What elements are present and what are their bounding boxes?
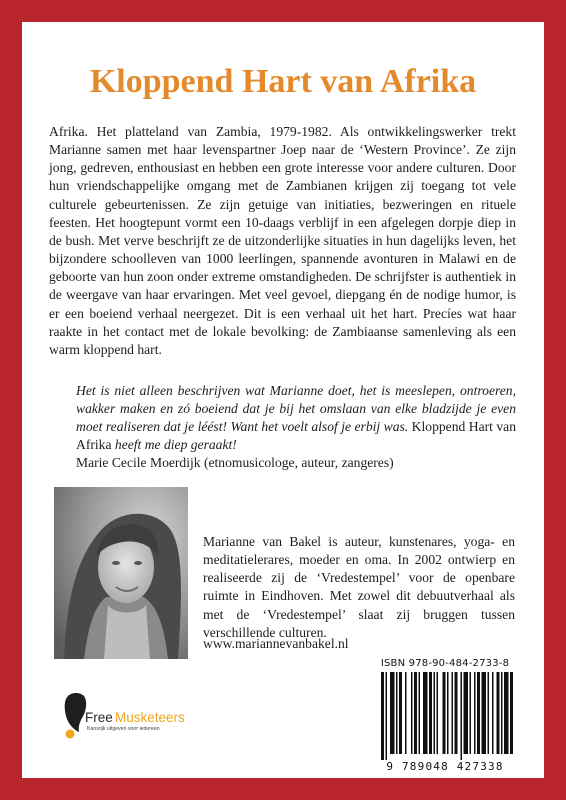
barcode-bar: [501, 672, 503, 754]
barcode-bar: [434, 672, 436, 754]
barcode-bar: [497, 672, 500, 754]
barcode-bar: [488, 672, 490, 754]
barcode-bar: [443, 672, 446, 754]
publisher-name-musketeers: Musketeers: [115, 710, 185, 725]
barcode-bar: [492, 672, 494, 754]
barcode-bar: [423, 672, 428, 754]
blurb-text: Afrika. Het platteland van Zambia, 1979-1982. Als ontwikkelingswerker trekt Marianne samen met haar levenspartner Joep naar de ‘Western Province’. Ze zijn jong, gedreven, enthousiast en hebben een grote interesse voor andere culturen. Door hun vriendschappelijke omgang met de Zambianen krijgen zij toegang tot vele culturele gebeurtenissen. Ze zijn getuige van initiaties, bezweringen en rituele feesten. Het hoogtepunt vormt een 10-daags verblijf in een afgelegen dorpje diep in de bush. Met verve beschrijft ze de uitzonderlijke situaties in hun dagelijks leven, het bijzondere schoolleven van 1000 leerlingen, spannende avonturen in Malawi en de geboorte van hun zoon onder extreme omstandigheden. De schrijfster is authentiek in de weergave van haar ervaringen. Met veel gevoel, diepgang én de nodige humor, is er een boeiend verhaal neergezet. Dit is een verhaal uit het hart. Precíes wat haar raakte in het contact met de lokale bevolking: de Zambiaanse samenleving als een warm kloppend hart.: [49, 124, 516, 357]
barcode-bar: [461, 672, 463, 760]
barcode-bar: [396, 672, 398, 754]
barcode-bar: [381, 672, 384, 760]
barcode-bar: [474, 672, 476, 754]
back-cover-page: [22, 22, 544, 778]
review-quote: [76, 382, 516, 455]
publisher-tagline: Kansrijk uitgeven voor iedereen: [87, 726, 160, 732]
barcode-bar: [437, 672, 439, 754]
barcode-bar: [482, 672, 487, 754]
barcode-bar: [504, 672, 509, 754]
barcode-digits: 9 789048 427338: [386, 760, 504, 773]
publisher-name-free: Free: [85, 710, 113, 725]
isbn-label: ISBN 978-90-484-2733-8: [380, 658, 510, 669]
barcode-bar: [405, 672, 407, 754]
barcode-bar: [429, 672, 432, 754]
barcode-bar: [411, 672, 413, 754]
barcode-bar: [510, 672, 513, 754]
author-website-link[interactable]: www.mariannevanbakel.nl: [203, 636, 349, 651]
barcode-bar: [447, 672, 449, 754]
barcode-icon: [371, 672, 519, 760]
author-photo: [54, 487, 188, 659]
barcode-bar: [477, 672, 480, 754]
barcode-bar: [386, 672, 388, 760]
barcode-bar: [455, 672, 458, 754]
quote-title-ref: Kloppend Hart van Afrika: [76, 419, 516, 453]
book-title: Kloppend Hart van Afrika: [89, 63, 477, 100]
barcode-bar: [399, 672, 402, 754]
author-portrait-image: [54, 487, 188, 659]
barcode-bar: [464, 672, 469, 754]
quote-attribution: Marie Cecile Moerdijk (etnomusicologe, auteur, zangeres): [76, 455, 394, 470]
isbn-barcode-block: [369, 658, 521, 774]
barcode-bar: [470, 672, 472, 754]
barcode-bar: [452, 672, 454, 754]
publisher-logo: [60, 690, 240, 744]
author-bio: Marianne van Bakel is auteur, kunstenares, yoga- en meditatielerares, moeder en oma. In 2002 ontwierp en realiseerde zij de ‘Vredestempel’ voor de openbare ruimte in Eindhoven. Met zowel dit debuutverhaal als met de ‘Vredestempel’ slaat zij bruggen tussen verschillende culturen.: [203, 534, 515, 640]
barcode-bar: [390, 672, 395, 754]
quote-part-2: heeft me diep geraakt!: [114, 437, 237, 453]
barcode-bar: [414, 672, 417, 754]
barcode-bar: [419, 672, 421, 754]
quote-part-1: Het is niet alleen beschrijven wat Marianne doet, het is meeslepen, ontroeren, wakker maken en zó boeiend dat je bij het omslaan van elke bladzijde je even moet realiseren dat je léést! Want het voelt alsof je erbij was.: [76, 383, 516, 435]
